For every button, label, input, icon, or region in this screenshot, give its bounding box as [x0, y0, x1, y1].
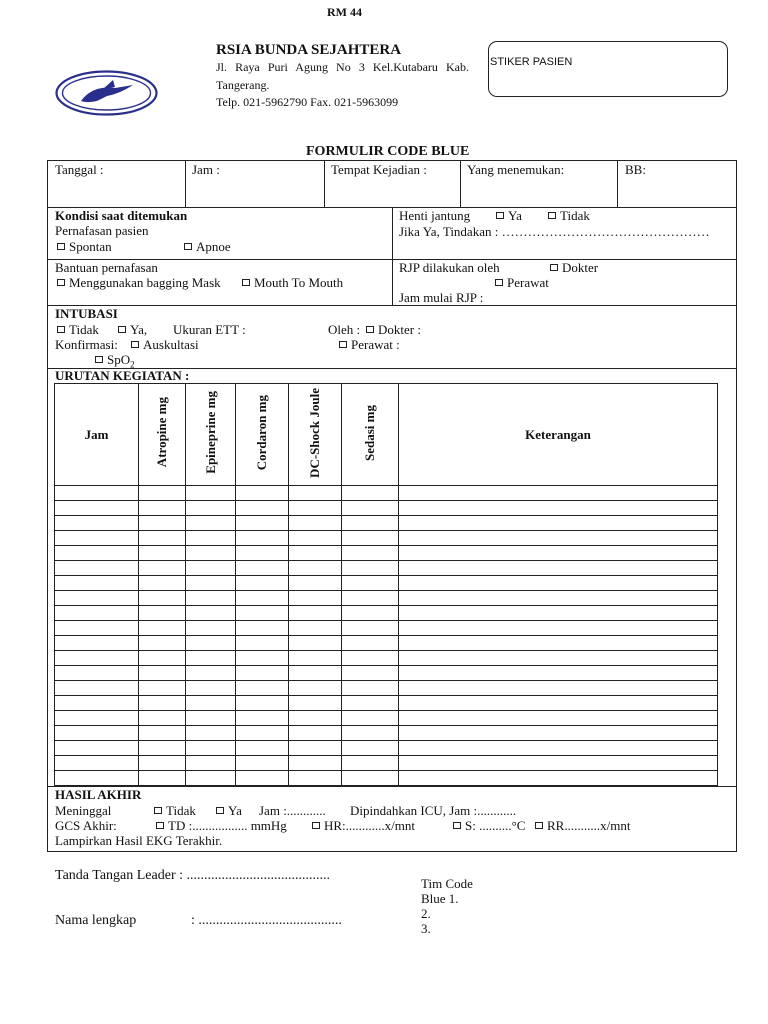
td-label: TD :................. mmHg: [168, 818, 287, 833]
gcs-label: GCS Akhir:: [55, 818, 117, 833]
table-cell[interactable]: [289, 696, 342, 711]
checkbox-icon[interactable]: [339, 341, 347, 348]
table-cell[interactable]: [139, 666, 186, 681]
col-atropine: Atropine mg: [139, 384, 186, 486]
tim-member-2[interactable]: 2.: [421, 906, 431, 921]
table-cell[interactable]: [186, 681, 236, 696]
checkbox-icon[interactable]: [312, 822, 320, 829]
table-cell[interactable]: [236, 531, 289, 546]
table-cell[interactable]: [236, 771, 289, 786]
table-cell[interactable]: [399, 696, 718, 711]
s-field[interactable]: [451, 818, 525, 834]
checkbox-icon[interactable]: [495, 279, 503, 286]
table-row: [55, 591, 718, 606]
table-cell[interactable]: [399, 771, 718, 786]
checkbox-icon[interactable]: [95, 356, 103, 363]
hr-field[interactable]: [310, 818, 415, 834]
checkbox-icon[interactable]: [548, 212, 556, 219]
table-cell[interactable]: [186, 726, 236, 741]
apnoe-option[interactable]: [182, 239, 231, 255]
meninggal-ya-option[interactable]: [214, 803, 242, 819]
table-cell[interactable]: [342, 516, 399, 531]
table-cell[interactable]: [289, 486, 342, 501]
table-cell[interactable]: [139, 756, 186, 771]
mouth-label: Mouth To Mouth: [254, 275, 344, 290]
table-cell[interactable]: [55, 576, 139, 591]
table-cell[interactable]: [55, 591, 139, 606]
table-cell[interactable]: [399, 606, 718, 621]
col-keterangan: Keterangan: [399, 384, 718, 486]
hr-label: HR:............x/mnt: [324, 818, 416, 833]
divider: [617, 160, 618, 208]
konfirmasi-label: Konfirmasi:: [55, 337, 118, 352]
table-cell[interactable]: [55, 771, 139, 786]
checkbox-icon[interactable]: [496, 212, 504, 219]
table-row: [55, 711, 718, 726]
table-row: [55, 726, 718, 741]
nama-lengkap-field[interactable]: : .........................................: [191, 913, 342, 928]
table-row: [55, 486, 718, 501]
checkbox-icon[interactable]: [366, 326, 374, 333]
table-cell[interactable]: [399, 636, 718, 651]
checkbox-icon[interactable]: [453, 822, 461, 829]
table-cell[interactable]: [342, 531, 399, 546]
table-cell[interactable]: [289, 741, 342, 756]
tim-member-3[interactable]: 3.: [421, 921, 431, 936]
table-cell[interactable]: [289, 621, 342, 636]
tidak-label: Tidak: [166, 803, 196, 818]
table-cell[interactable]: [186, 651, 236, 666]
rr-field[interactable]: [533, 818, 630, 834]
tim-code-label: Tim Code: [421, 876, 473, 891]
form-code: RM 44: [327, 5, 362, 19]
spontan-option[interactable]: [55, 239, 112, 255]
table-row: [55, 516, 718, 531]
table-row: [55, 531, 718, 546]
divider: [47, 305, 737, 306]
table-cell[interactable]: [139, 726, 186, 741]
table-cell[interactable]: [139, 651, 186, 666]
table-cell[interactable]: [399, 486, 718, 501]
table-cell[interactable]: [289, 531, 342, 546]
table-cell[interactable]: [139, 531, 186, 546]
col-dc-shock: DC-Shock Joule: [289, 384, 342, 486]
intubasi-title: INTUBASI: [55, 306, 118, 321]
table-cell[interactable]: [55, 531, 139, 546]
table-cell[interactable]: [236, 741, 289, 756]
table-cell[interactable]: [139, 771, 186, 786]
rr-label: RR...........x/mnt: [547, 818, 631, 833]
table-cell[interactable]: [236, 696, 289, 711]
table-cell[interactable]: [55, 741, 139, 756]
table-cell[interactable]: [139, 546, 186, 561]
auskultasi-label: Auskultasi: [143, 337, 199, 352]
table-cell[interactable]: [399, 621, 718, 636]
table-cell[interactable]: [55, 516, 139, 531]
table-cell[interactable]: [139, 591, 186, 606]
table-cell[interactable]: [139, 681, 186, 696]
nama-lengkap-label: Nama lengkap: [55, 913, 137, 928]
table-cell[interactable]: [289, 561, 342, 576]
jam-field[interactable]: Jam :: [192, 162, 220, 177]
table-cell[interactable]: [342, 696, 399, 711]
checkbox-icon[interactable]: [118, 326, 126, 333]
checkbox-icon[interactable]: [131, 341, 139, 348]
apnoe-label: Apnoe: [196, 239, 231, 254]
table-cell[interactable]: [342, 591, 399, 606]
table-row: [55, 651, 718, 666]
tidak-label: Tidak: [560, 208, 590, 223]
table-cell[interactable]: [289, 516, 342, 531]
col-epineprine: Epineprine mg: [186, 384, 236, 486]
table-cell[interactable]: [186, 771, 236, 786]
table-cell[interactable]: [55, 666, 139, 681]
dokter-label: Dokter: [562, 260, 599, 275]
checkbox-icon[interactable]: [156, 822, 164, 829]
ya-label: Ya: [228, 803, 242, 818]
sticker-label: STIKER PASIEN: [490, 56, 573, 68]
table-cell[interactable]: [342, 486, 399, 501]
divider: [185, 160, 186, 208]
table-row: [55, 741, 718, 756]
hasil-title: HASIL AKHIR: [55, 787, 142, 802]
table-row: [55, 501, 718, 516]
table-cell[interactable]: [399, 681, 718, 696]
table-cell[interactable]: [289, 666, 342, 681]
table-cell[interactable]: [236, 516, 289, 531]
checkbox-icon[interactable]: [216, 807, 224, 814]
table-row: [55, 576, 718, 591]
table-cell[interactable]: [139, 696, 186, 711]
table-cell[interactable]: [289, 756, 342, 771]
col-cordaron: Cordaron mg: [236, 384, 289, 486]
hospital-logo-icon: [55, 70, 158, 116]
checkbox-icon[interactable]: [154, 807, 162, 814]
table-cell[interactable]: [399, 666, 718, 681]
table-cell[interactable]: [289, 726, 342, 741]
divider: [460, 160, 461, 208]
table-cell[interactable]: [399, 531, 718, 546]
henti-tidak-option[interactable]: [546, 208, 590, 224]
table-cell[interactable]: [139, 516, 186, 531]
mouth-option[interactable]: [240, 275, 343, 291]
table-cell[interactable]: [399, 651, 718, 666]
table-header-row: [55, 384, 718, 486]
table-row: [55, 606, 718, 621]
tindakan-field[interactable]: Jika Ya, Tindakan : …………………………………………: [399, 224, 710, 239]
table-cell[interactable]: [289, 546, 342, 561]
table-cell[interactable]: [236, 651, 289, 666]
table-cell[interactable]: [55, 546, 139, 561]
kondisi-title: Kondisi saat ditemukan: [55, 208, 188, 223]
col-sedasi: Sedasi mg: [342, 384, 399, 486]
table-cell[interactable]: [342, 741, 399, 756]
hospital-phone: Telp. 021-5962790 Fax. 021-5963099: [216, 95, 399, 109]
spo2-option[interactable]: [93, 352, 135, 370]
table-cell[interactable]: [236, 501, 289, 516]
table-row: [55, 666, 718, 681]
tim-member-1[interactable]: Blue 1.: [421, 891, 459, 906]
td-field[interactable]: [154, 818, 287, 834]
checkbox-icon[interactable]: [184, 243, 192, 250]
table-cell[interactable]: [342, 651, 399, 666]
icu-field[interactable]: Dipindahkan ICU, Jam :............: [350, 803, 517, 818]
form-title: FORMULIR CODE BLUE: [306, 144, 470, 159]
table-cell[interactable]: [55, 696, 139, 711]
perawat-label: Perawat: [507, 275, 549, 290]
divider: [324, 160, 325, 208]
table-row: [55, 561, 718, 576]
spo2-subscript: 2: [130, 359, 135, 370]
table-cell[interactable]: [236, 681, 289, 696]
table-cell[interactable]: [289, 636, 342, 651]
jam-rjp-field[interactable]: Jam mulai RJP :: [399, 290, 484, 305]
table-cell[interactable]: [186, 576, 236, 591]
table-cell[interactable]: [399, 501, 718, 516]
table-cell[interactable]: [55, 486, 139, 501]
checkbox-icon[interactable]: [535, 822, 543, 829]
col-jam: Jam: [55, 384, 139, 486]
checkbox-icon[interactable]: [550, 264, 558, 271]
table-cell[interactable]: [236, 546, 289, 561]
table-cell[interactable]: [236, 666, 289, 681]
table-cell[interactable]: [186, 711, 236, 726]
table-cell[interactable]: [289, 576, 342, 591]
table-cell[interactable]: [139, 606, 186, 621]
tempat-kejadian-field[interactable]: Tempat Kejadian :: [331, 162, 427, 177]
table-cell[interactable]: [399, 726, 718, 741]
table-cell[interactable]: [236, 756, 289, 771]
bagging-label: Menggunakan bagging Mask: [69, 275, 221, 290]
table-cell[interactable]: [289, 771, 342, 786]
table-cell[interactable]: [342, 711, 399, 726]
table-cell[interactable]: [342, 666, 399, 681]
table-row: [55, 546, 718, 561]
table-cell[interactable]: [186, 531, 236, 546]
table-cell[interactable]: [186, 501, 236, 516]
table-cell[interactable]: [236, 561, 289, 576]
hospital-name: RSIA BUNDA SEJAHTERA: [216, 42, 402, 58]
table-cell[interactable]: [186, 561, 236, 576]
intubasi-ya-option[interactable]: [116, 322, 147, 338]
table-cell[interactable]: [236, 576, 289, 591]
table-cell[interactable]: [342, 546, 399, 561]
spo2-label: SpO: [107, 352, 131, 367]
table-cell[interactable]: [186, 486, 236, 501]
leader-signature-field[interactable]: Tanda Tangan Leader : .........................................: [55, 868, 330, 883]
checkbox-icon[interactable]: [57, 326, 65, 333]
table-cell[interactable]: [186, 516, 236, 531]
table-cell[interactable]: [399, 711, 718, 726]
henti-ya-option[interactable]: [494, 208, 522, 224]
table-cell[interactable]: [399, 516, 718, 531]
table-cell[interactable]: [342, 606, 399, 621]
jam-meninggal-field[interactable]: Jam :............: [259, 803, 326, 818]
s-label: S: ..........°C: [465, 818, 526, 833]
table-cell[interactable]: [236, 726, 289, 741]
table-row: [55, 756, 718, 771]
patient-sticker-box[interactable]: [488, 41, 728, 97]
intubasi-tidak-option[interactable]: [55, 322, 99, 338]
table-cell[interactable]: [186, 756, 236, 771]
table-cell[interactable]: [186, 621, 236, 636]
table-cell[interactable]: [236, 636, 289, 651]
divider: [392, 207, 393, 306]
table-cell[interactable]: [342, 576, 399, 591]
perawat-label: Perawat :: [351, 337, 400, 352]
table-cell[interactable]: [236, 591, 289, 606]
table-cell[interactable]: [55, 711, 139, 726]
table-cell[interactable]: [289, 651, 342, 666]
table-cell[interactable]: [236, 486, 289, 501]
table-cell[interactable]: [342, 756, 399, 771]
intubasi-dokter-option[interactable]: [364, 322, 421, 338]
auskultasi-option[interactable]: [129, 337, 199, 353]
tidak-label: Tidak: [69, 322, 99, 337]
bb-field[interactable]: BB:: [625, 162, 646, 177]
bantuan-title: Bantuan pernafasan: [55, 260, 158, 275]
table-cell[interactable]: [55, 636, 139, 651]
table-cell[interactable]: [55, 756, 139, 771]
table-cell[interactable]: [399, 756, 718, 771]
table-cell[interactable]: [186, 591, 236, 606]
table-cell[interactable]: [289, 681, 342, 696]
divider: [47, 786, 737, 787]
oleh-label: Oleh :: [328, 322, 361, 337]
rjp-perawat-option[interactable]: [493, 275, 549, 291]
table-cell[interactable]: [236, 606, 289, 621]
meninggal-tidak-option[interactable]: [152, 803, 196, 819]
henti-jantung-label: Henti jantung: [399, 208, 471, 223]
table-cell[interactable]: [399, 741, 718, 756]
table-cell[interactable]: [186, 696, 236, 711]
checkbox-icon[interactable]: [242, 279, 250, 286]
ekg-note: Lampirkan Hasil EKG Terakhir.: [55, 833, 223, 848]
table-cell[interactable]: [139, 711, 186, 726]
intubasi-perawat-option[interactable]: [337, 337, 400, 353]
bagging-option[interactable]: [55, 275, 221, 291]
table-cell[interactable]: [342, 621, 399, 636]
table-cell[interactable]: [186, 636, 236, 651]
table-cell[interactable]: [139, 741, 186, 756]
hospital-address: Jl. Raya Puri Agung No 3 Kel.Kutabaru Kab.: [216, 60, 469, 74]
dokter-label: Dokter :: [378, 322, 421, 337]
table-cell[interactable]: [342, 501, 399, 516]
table-cell[interactable]: [55, 726, 139, 741]
table-cell[interactable]: [55, 651, 139, 666]
ya-label: Ya: [508, 208, 522, 223]
table-cell[interactable]: [186, 546, 236, 561]
table-row: [55, 696, 718, 711]
table-cell[interactable]: [289, 591, 342, 606]
table-cell[interactable]: [139, 576, 186, 591]
spontan-label: Spontan: [69, 239, 112, 254]
meninggal-label: Meninggal: [55, 803, 112, 818]
table-cell[interactable]: [55, 681, 139, 696]
table-cell[interactable]: [236, 711, 289, 726]
table-cell[interactable]: [186, 666, 236, 681]
table-cell[interactable]: [289, 501, 342, 516]
urutan-title: URUTAN KEGIATAN :: [55, 368, 190, 383]
table-cell[interactable]: [399, 576, 718, 591]
table-cell[interactable]: [289, 606, 342, 621]
pernafasan-label: Pernafasan pasien: [55, 223, 149, 238]
table-cell[interactable]: [139, 501, 186, 516]
hospital-address-city: Tangerang.: [216, 78, 270, 92]
table-cell[interactable]: [342, 771, 399, 786]
table-cell[interactable]: [55, 501, 139, 516]
table-cell[interactable]: [399, 546, 718, 561]
table-cell[interactable]: [139, 636, 186, 651]
rjp-label: RJP dilakukan oleh: [399, 260, 500, 275]
checkbox-icon[interactable]: [57, 279, 65, 286]
ukuran-ett-field[interactable]: Ukuran ETT :: [173, 322, 246, 337]
table-cell[interactable]: [55, 621, 139, 636]
table-cell[interactable]: [342, 681, 399, 696]
table-cell[interactable]: [55, 606, 139, 621]
table-cell[interactable]: [186, 741, 236, 756]
table-cell[interactable]: [399, 591, 718, 606]
table-row: [55, 636, 718, 651]
table-cell[interactable]: [236, 621, 289, 636]
table-cell[interactable]: [139, 486, 186, 501]
table-cell[interactable]: [55, 561, 139, 576]
rjp-dokter-option[interactable]: [548, 260, 598, 276]
table-cell[interactable]: [342, 561, 399, 576]
table-cell[interactable]: [139, 621, 186, 636]
table-cell[interactable]: [289, 711, 342, 726]
table-row: [55, 681, 718, 696]
table-row: [55, 771, 718, 786]
table-cell[interactable]: [342, 726, 399, 741]
table-row: [55, 621, 718, 636]
table-cell[interactable]: [139, 561, 186, 576]
table-cell[interactable]: [342, 636, 399, 651]
ya-label: Ya,: [130, 322, 148, 337]
penemu-field[interactable]: Yang menemukan:: [467, 162, 565, 177]
activity-table: [54, 383, 718, 786]
tanggal-field[interactable]: Tanggal :: [55, 162, 104, 177]
table-cell[interactable]: [186, 606, 236, 621]
table-cell[interactable]: [399, 561, 718, 576]
checkbox-icon[interactable]: [57, 243, 65, 250]
